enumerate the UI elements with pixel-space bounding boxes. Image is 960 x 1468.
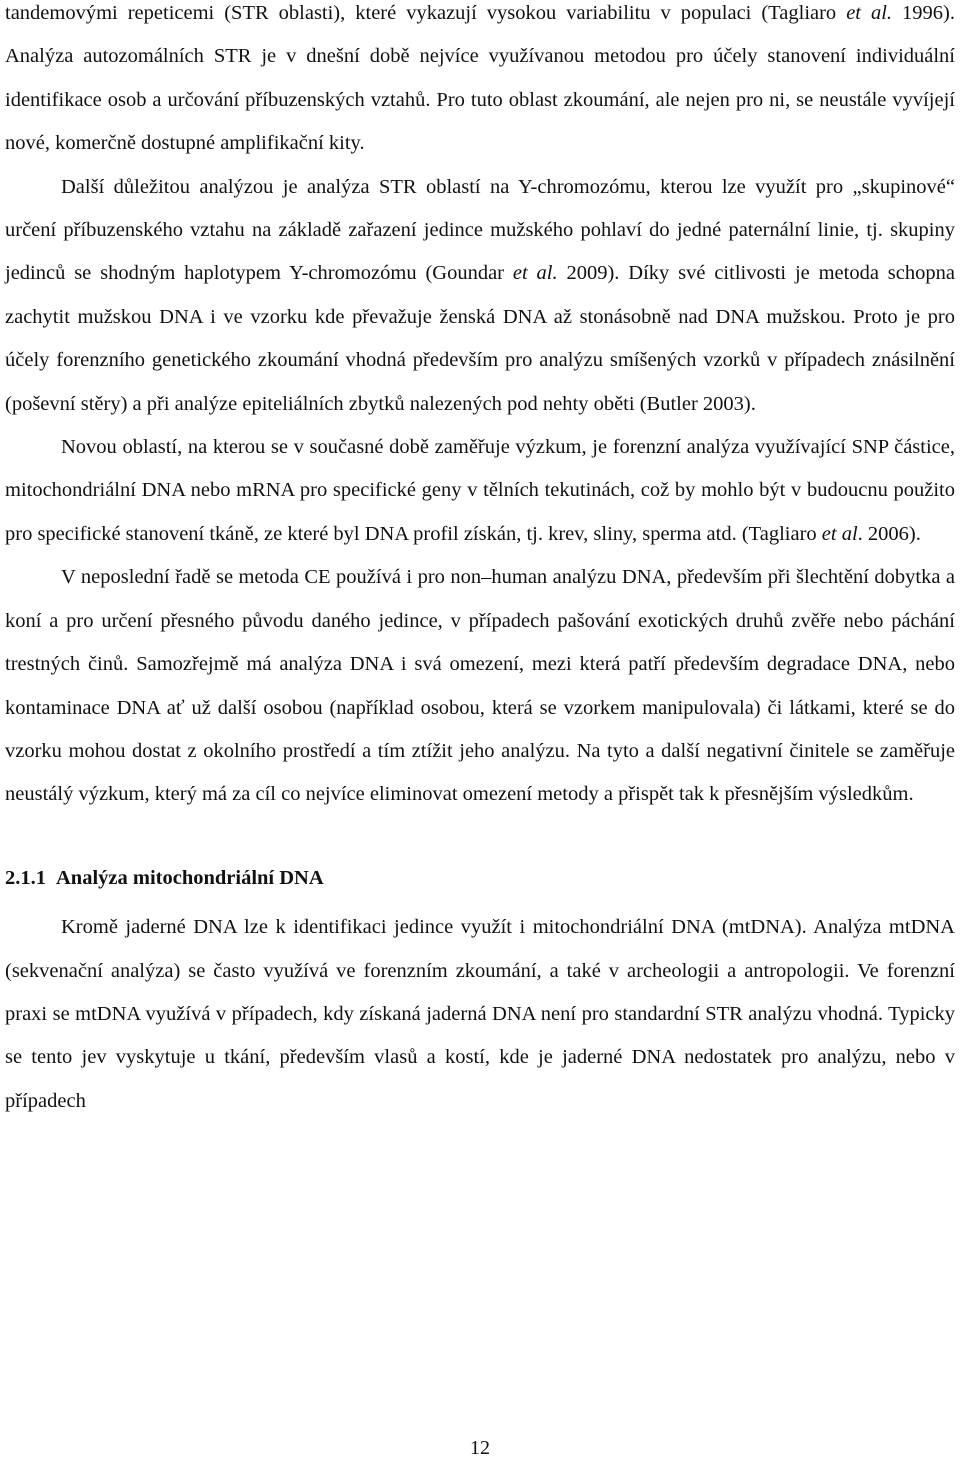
paragraph-text: Další důležitou analýzou je analýza STR oblastí na Y-chromozómu, kterou lze využít pro „skupinové“ určení příbuzenského vztahu na základě zařazení jedince mužského pohlaví do jedné paternální linie, tj. skupiny jedinců se shodným haplotypem Y-chromozómu (Goundar <box>5 175 955 285</box>
et-al-italic: et al <box>821 522 858 545</box>
document-page <box>5 0 955 1123</box>
section-title: Analýza mitochondriální DNA <box>56 866 324 889</box>
paragraph-str-autosomal <box>5 0 955 166</box>
et-al-italic: et al. <box>512 262 558 285</box>
paragraph-mtdna: Kromě jaderné DNA lze k identifikaci jedince využít i mitochondriální DNA (mtDNA). Analýza mtDNA (sekvenační analýza) se často využívá ve forenzním zkoumání, a také v archeologii a antropologii. Ve forenzní praxi se mtDNA využívá v případech, kdy získaná jaderná DNA není pro standardní STR analýzu vhodná. Typicky se tento jev vyskytuje u tkání, především vlasů a kostí, kde je jaderné DNA nedostatek pro analýzu, nebo v případech <box>5 916 955 1112</box>
paragraph-y-chromosome <box>5 166 955 426</box>
paragraph-text: 1996). Analýza autozomálních STR je v dnešní době nejvíce využívanou metodou pro účely stanovení individuální identifikace osob a určování příbuzenských vztahů. Pro tuto oblast zkoumání, ale nejen pro ni, se neustále vyvíjejí nové, komerčně dostupné amplifikační kity. <box>5 2 956 155</box>
page-number: 12 <box>470 1437 490 1459</box>
paragraph-non-human: V neposlední řadě se metoda CE používá i pro non–human analýzu DNA, především při šlechtění dobytka a koní a pro určení přesného původu daného jedince, v případech pašování exotických druhů zvěře nebo páchání trestných činů. Samozřejmě má analýza DNA i svá omezení, mezi která patří především degradace DNA, nebo kontaminace DNA ať už další osobou (například osobou, která se vzorkem manipulovala) či látkami, které se do vzorku mohou dostat z okolního prostředí a tím ztížit jeho analýzu. Na tyto a další negativní činitele se zaměřuje neustálý výzkum, který má za cíl co nejvíce eliminovat omezení metody a přispět tak k přesnějším výsledkům. <box>5 566 955 806</box>
paragraph-text: 2009). Díky své citlivosti je metoda schopna zachytit mužskou DNA i ve vzorku kde převažuje ženská DNA až stonásobně nad DNA mužskou. Proto je pro účely forenzního genetického zkoumání vhodná především pro analýzu smíšených vzorků v případech znásilnění (poševní stěry) a při analýze epiteliálních zbytků nalezených pod nehty oběti (Butler 2003). <box>5 262 955 415</box>
et-al-italic: et al. <box>846 2 893 24</box>
paragraph-text: tandemovými repeticemi (STR oblasti), které vykazují vysokou variabilitu v populaci (Tagliaro <box>5 2 847 24</box>
section-heading <box>5 857 955 900</box>
paragraph-text: Novou oblastí, na kterou se v současné době zaměřuje výzkum, je forenzní analýza využívající SNP částice, mitochondriální DNA nebo mRNA pro specifické geny v tělních tekutinách, což by mohlo být v budoucnu použito pro specifické stanovení tkáně, ze které byl DNA profil získán, tj. krev, sliny, sperma atd. (Tagliaro <box>5 436 955 545</box>
section-number: 2.1.1 <box>5 866 46 889</box>
paragraph-snp-research <box>5 426 955 556</box>
paragraph-text: . 2006). <box>857 522 921 545</box>
